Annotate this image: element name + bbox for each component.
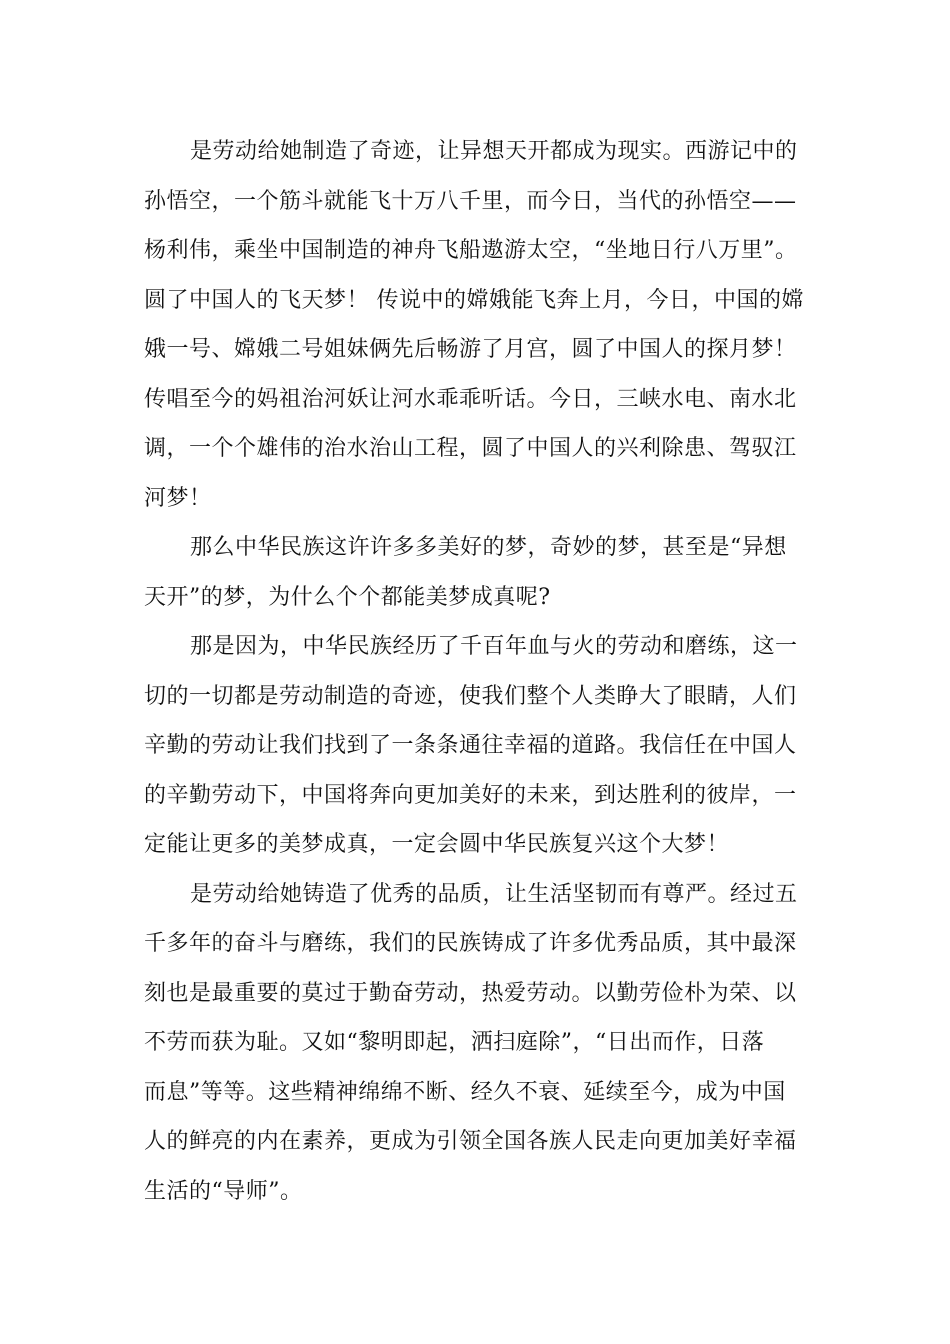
text-line: 那么中华民族这许许多多美好的梦，奇妙的梦，甚至是“异想	[190, 535, 787, 560]
text-line: 切的一切都是劳动制造的奇迹，使我们整个人类睁大了眼睛，人们	[144, 683, 797, 709]
text-line: 杨利伟，乘坐中国制造的神舟飞船遨游太空，“坐地日行八万里”。	[144, 238, 798, 263]
document-body	[144, 127, 824, 1216]
paragraph-2	[144, 523, 824, 622]
text-line: 人的鲜亮的内在素养，更成为引领全国各族人民走向更加美好幸福	[144, 1129, 797, 1154]
text-line: 定能让更多的美梦成真，一定会圆中华民族复兴这个大梦！	[144, 832, 730, 857]
text-line: 是劳动给她制造了奇迹，让异想天开都成为现实。西游记中的	[190, 139, 798, 164]
text-line: 生活的“导师”。	[144, 1178, 303, 1204]
text-line: 千多年的奋斗与磨练，我们的民族铸成了许多优秀品质，其中最深	[144, 931, 797, 956]
text-line: 不劳而获为耻。又如“黎明即起，洒扫庭除”，“日出而作，日落	[144, 1030, 765, 1055]
text-line: 刻也是最重要的莫过于勤奋劳动，热爱劳动。以勤劳俭朴为荣、以	[144, 980, 797, 1006]
text-line: 那是因为，中华民族经历了千百年血与火的劳动和磨练，这一	[190, 634, 798, 659]
paragraph-1	[144, 127, 824, 523]
text-line: 辛勤的劳动让我们找到了一条条通往幸福的道路。我信任在中国人	[144, 733, 797, 758]
paragraph-4	[144, 870, 824, 1217]
text-line: 的辛勤劳动下，中国将奔向更加美好的未来，到达胜利的彼岸，一	[144, 782, 797, 808]
paragraph-3	[144, 622, 824, 870]
text-line: 天开”的梦，为什么个个都能美梦成真呢?	[144, 584, 551, 610]
text-line: 河梦！	[144, 485, 212, 511]
text-line: 传唱至今的妈祖治河妖让河水乖乖听话。今日，三峡水电、南水北	[144, 386, 797, 412]
text-line: 而息”等等。这些精神绵绵不断、经久不衰、延续至今，成为中国	[144, 1079, 786, 1105]
text-line: 娥一号、嫦娥二号姐妹俩先后畅游了月宫，圆了中国人的探月梦！	[144, 337, 797, 362]
text-line: 圆了中国人的飞天梦！ 传说中的嫦娥能飞奔上月，今日，中国的嫦	[144, 287, 804, 313]
text-line: 是劳动给她铸造了优秀的品质，让生活坚韧而有尊严。经过五	[190, 881, 798, 907]
text-line: 孙悟空，一个筋斗就能飞十万八千里，而今日，当代的孙悟空——	[144, 188, 797, 214]
text-line: 调，一个个雄伟的治水治山工程，圆了中国人的兴利除患、驾驭江	[144, 436, 797, 461]
